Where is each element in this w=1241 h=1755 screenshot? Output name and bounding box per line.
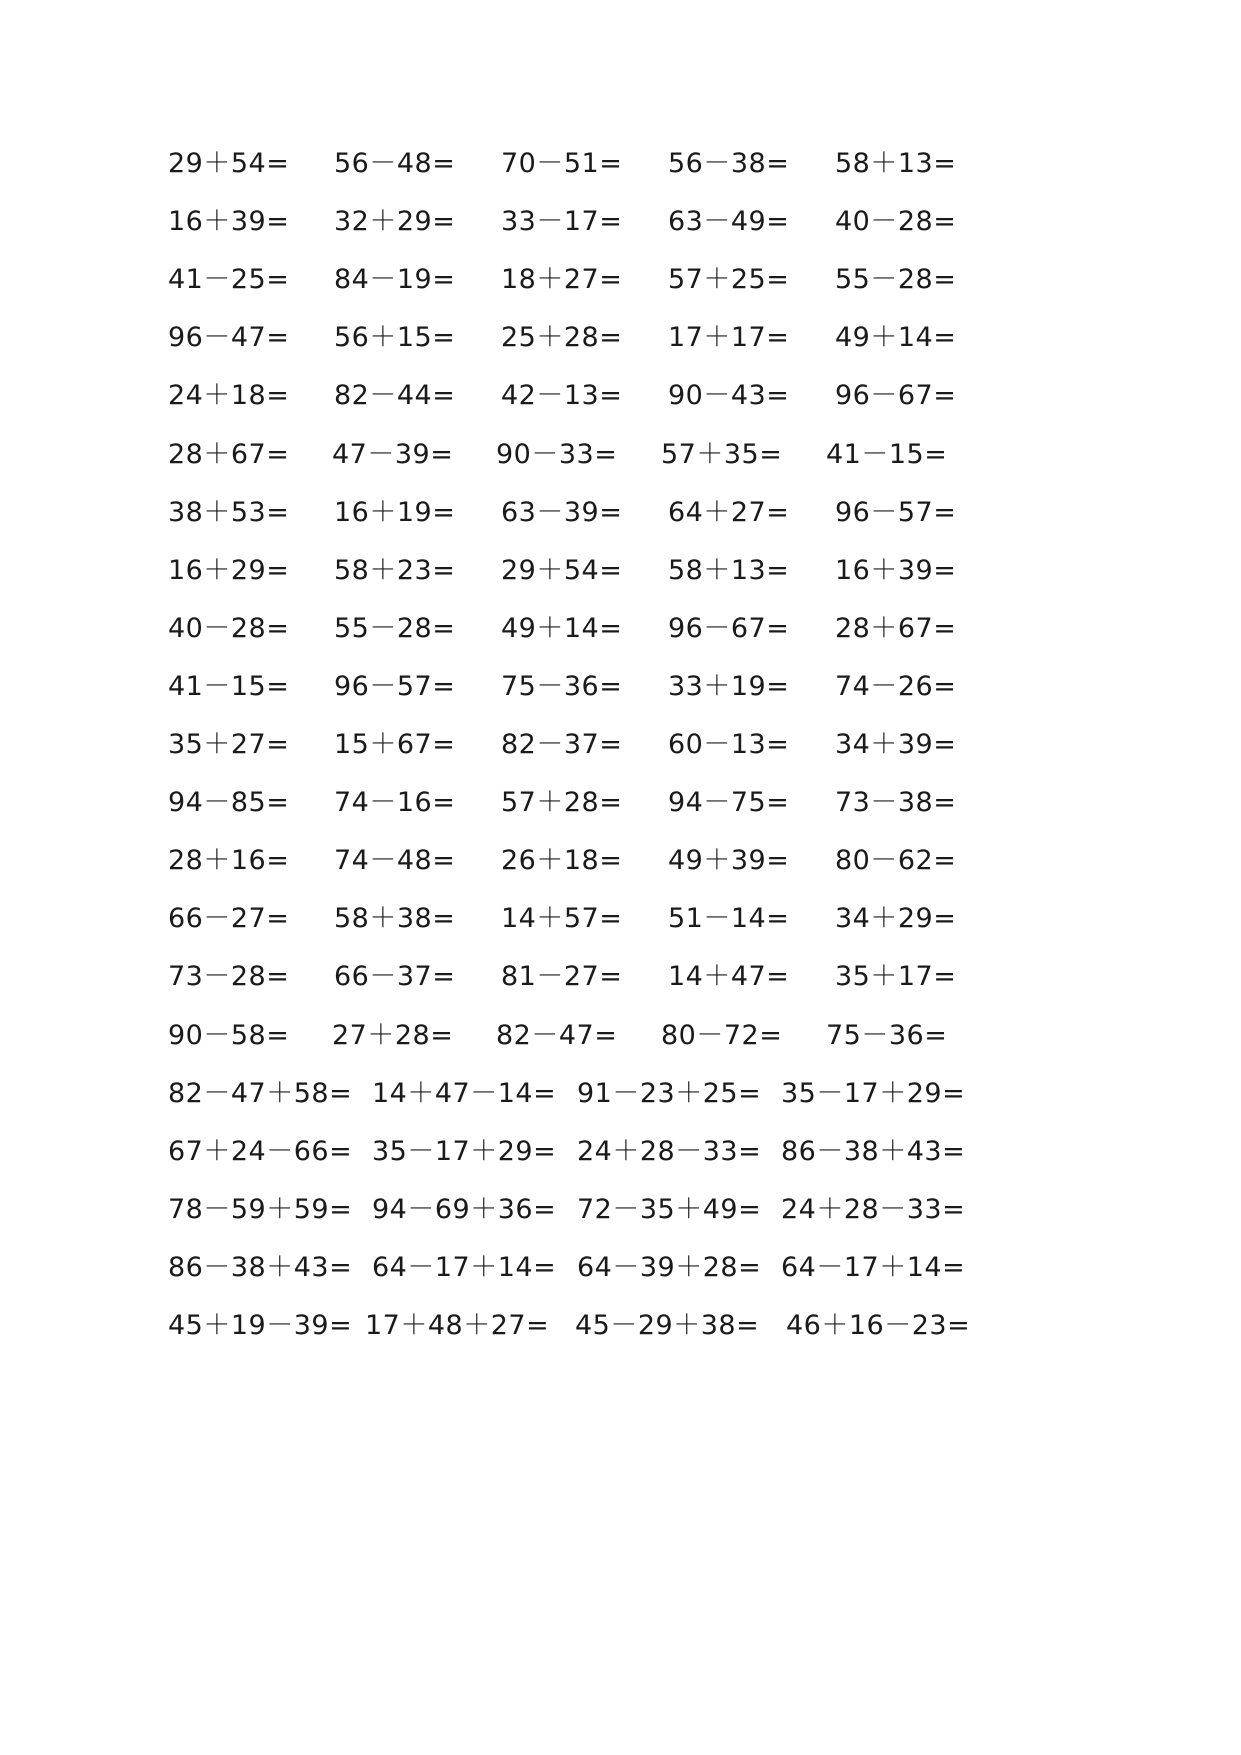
math-problem: 57＋35= bbox=[661, 438, 783, 470]
math-problem: 40－28= bbox=[835, 206, 957, 238]
math-problem: 94－69＋36= bbox=[372, 1193, 557, 1225]
math-problem: 74－48= bbox=[334, 845, 456, 877]
math-problem: 90－43= bbox=[668, 380, 790, 412]
math-problem: 24＋28－33= bbox=[577, 1135, 762, 1167]
math-problem: 73－28= bbox=[168, 961, 290, 993]
math-problem: 41－15= bbox=[826, 438, 948, 470]
math-problem: 49＋14= bbox=[835, 322, 957, 354]
math-problem: 35＋17= bbox=[835, 961, 957, 993]
math-problem: 94－85= bbox=[168, 787, 290, 819]
math-problem: 63－49= bbox=[668, 206, 790, 238]
math-problem: 29＋54= bbox=[168, 148, 290, 179]
math-problem: 64＋27= bbox=[668, 496, 790, 528]
math-problem: 17＋48＋27= bbox=[365, 1310, 550, 1341]
math-problem: 16＋19= bbox=[334, 496, 456, 528]
math-problem: 96－67= bbox=[668, 612, 790, 644]
math-problem: 33＋19= bbox=[668, 670, 790, 702]
math-problem: 16＋29= bbox=[168, 554, 290, 586]
math-problem: 16＋39= bbox=[168, 206, 290, 238]
math-problem: 94－75= bbox=[668, 787, 790, 819]
math-problem: 15＋67= bbox=[334, 729, 456, 760]
math-problem: 41－25= bbox=[168, 264, 290, 296]
math-problem: 25＋28= bbox=[501, 322, 623, 354]
math-problem: 64－17＋14= bbox=[372, 1251, 557, 1283]
math-problem: 26＋18= bbox=[501, 845, 623, 877]
math-problem: 28＋67= bbox=[835, 612, 957, 644]
math-problem: 28＋67= bbox=[168, 438, 290, 470]
math-problem: 66－37= bbox=[334, 961, 456, 993]
math-problem: 80－72= bbox=[661, 1019, 783, 1051]
math-problem: 80－62= bbox=[835, 845, 957, 877]
math-problem: 55－28= bbox=[334, 612, 456, 644]
math-problem: 96－67= bbox=[835, 380, 957, 412]
math-problem: 14＋47= bbox=[668, 961, 790, 993]
math-problem: 66－27= bbox=[168, 903, 290, 935]
math-problem: 40－28= bbox=[168, 612, 290, 644]
math-problem: 82－47＋58= bbox=[168, 1077, 353, 1109]
math-problem: 45－29＋38= bbox=[575, 1310, 760, 1341]
math-problem: 55－28= bbox=[835, 264, 957, 296]
math-problem: 45＋19－39= bbox=[168, 1310, 353, 1341]
math-problem: 41－15= bbox=[168, 670, 290, 702]
math-problem: 74－26= bbox=[835, 670, 957, 702]
math-problem: 67＋24－66= bbox=[168, 1135, 353, 1167]
math-problem: 34＋29= bbox=[835, 903, 957, 935]
math-problem: 90－58= bbox=[168, 1019, 290, 1051]
math-problem: 56＋15= bbox=[334, 322, 456, 354]
math-problem: 75－36= bbox=[826, 1019, 948, 1051]
math-problem: 34＋39= bbox=[835, 729, 957, 760]
math-problem: 96－57= bbox=[835, 496, 957, 528]
math-problem: 96－57= bbox=[334, 670, 456, 702]
math-problem: 56－48= bbox=[334, 148, 456, 179]
math-problem: 58＋13= bbox=[835, 148, 957, 179]
math-problem: 91－23＋25= bbox=[577, 1077, 762, 1109]
math-problem: 86－38＋43= bbox=[168, 1251, 353, 1283]
math-problem: 18＋27= bbox=[501, 264, 623, 296]
math-problem: 17＋17= bbox=[668, 322, 790, 354]
math-problem: 49＋39= bbox=[668, 845, 790, 877]
math-problem: 32＋29= bbox=[334, 206, 456, 238]
math-problem: 16＋39= bbox=[835, 554, 957, 586]
math-problem: 14＋57= bbox=[501, 903, 623, 935]
math-problem: 28＋16= bbox=[168, 845, 290, 877]
math-problem: 49＋14= bbox=[501, 612, 623, 644]
math-problem: 64－39＋28= bbox=[577, 1251, 762, 1283]
math-problem: 33－17= bbox=[501, 206, 623, 238]
math-problem: 58＋23= bbox=[334, 554, 456, 586]
math-problem: 58＋13= bbox=[668, 554, 790, 586]
math-problem: 60－13= bbox=[668, 729, 790, 760]
math-problem: 78－59＋59= bbox=[168, 1193, 353, 1225]
math-problem: 35－17＋29= bbox=[781, 1077, 966, 1109]
math-problem: 75－36= bbox=[501, 670, 623, 702]
math-problem: 86－38＋43= bbox=[781, 1135, 966, 1167]
math-problem: 57＋28= bbox=[501, 787, 623, 819]
math-problem: 72－35＋49= bbox=[577, 1193, 762, 1225]
math-problem: 81－27= bbox=[501, 961, 623, 993]
math-problem: 70－51= bbox=[501, 148, 623, 179]
math-problem: 73－38= bbox=[835, 787, 957, 819]
math-problem: 29＋54= bbox=[501, 554, 623, 586]
math-problem: 46＋16－23= bbox=[786, 1310, 971, 1341]
math-problem: 82－37= bbox=[501, 729, 623, 760]
math-problem: 63－39= bbox=[501, 496, 623, 528]
math-problem: 96－47= bbox=[168, 322, 290, 354]
math-problem: 24＋28－33= bbox=[781, 1193, 966, 1225]
math-problem: 35－17＋29= bbox=[372, 1135, 557, 1167]
math-problem: 82－44= bbox=[334, 380, 456, 412]
math-problem: 58＋38= bbox=[334, 903, 456, 935]
math-problem: 14＋47－14= bbox=[372, 1077, 557, 1109]
math-problem: 82－47= bbox=[496, 1019, 618, 1051]
math-problem: 35＋27= bbox=[168, 729, 290, 760]
math-problem: 84－19= bbox=[334, 264, 456, 296]
math-problem: 74－16= bbox=[334, 787, 456, 819]
math-problem: 27＋28= bbox=[332, 1019, 454, 1051]
math-problem: 56－38= bbox=[668, 148, 790, 179]
math-problem: 90－33= bbox=[496, 438, 618, 470]
math-problem: 24＋18= bbox=[168, 380, 290, 412]
math-problem: 64－17＋14= bbox=[781, 1251, 966, 1283]
math-problem: 51－14= bbox=[668, 903, 790, 935]
math-problem: 57＋25= bbox=[668, 264, 790, 296]
math-problem: 38＋53= bbox=[168, 496, 290, 528]
math-problem: 42－13= bbox=[501, 380, 623, 412]
math-problem: 47－39= bbox=[332, 438, 454, 470]
